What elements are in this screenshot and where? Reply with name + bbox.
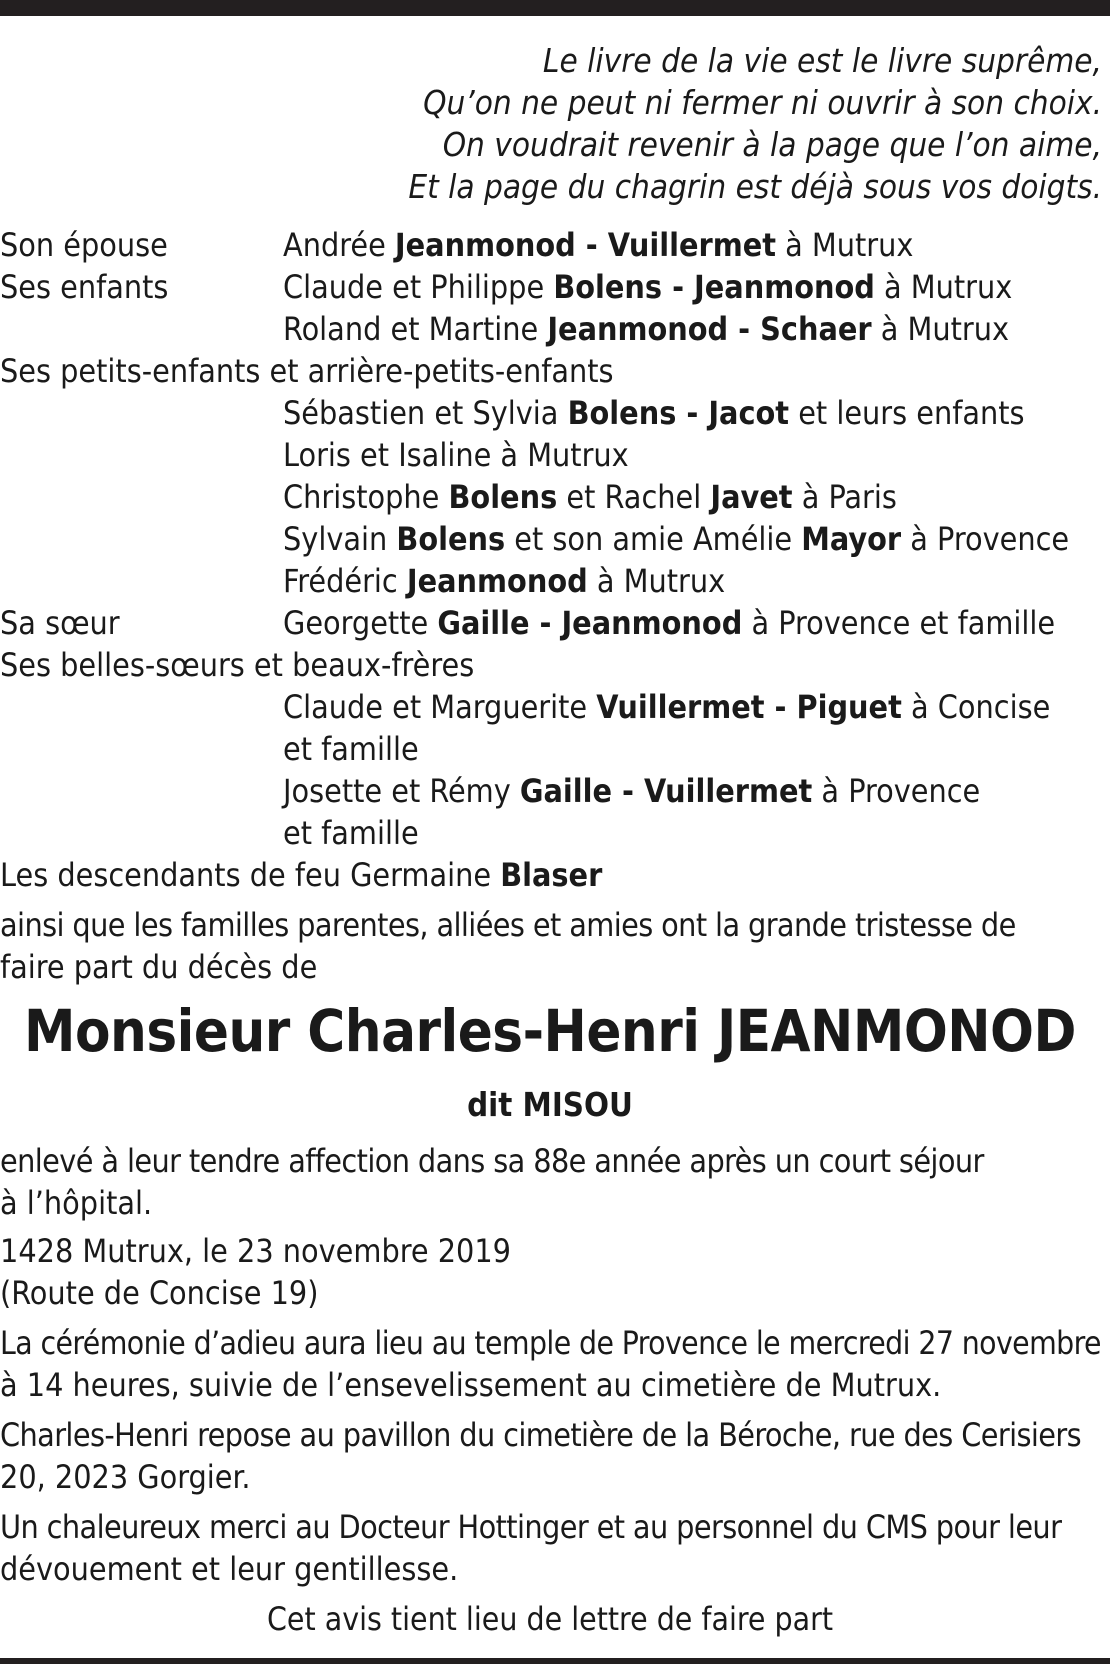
announcement-line-2: faire part du décès de bbox=[0, 948, 318, 986]
address: (Route de Concise 19) bbox=[0, 1274, 319, 1312]
poem-line-3: On voudrait revenir à la page que l’on aime, bbox=[442, 125, 1102, 164]
top-rule bbox=[0, 0, 1110, 16]
inlaw-entry-1-cont: et famille bbox=[283, 730, 419, 768]
affection-line-2: à l’hôpital. bbox=[0, 1184, 153, 1222]
inlaw-entry-1: Claude et Marguerite Vuillermet - Piguet à Concise bbox=[283, 688, 1051, 726]
child-entry-2: Roland et Martine Jeanmonod - Schaer à Mutrux bbox=[283, 310, 1009, 348]
spouse-label: Son épouse bbox=[0, 226, 168, 264]
closing-note: Cet avis tient lieu de lettre de faire part bbox=[266, 1600, 834, 1638]
sister-entry: Georgette Gaille - Jeanmonod à Provence et famille bbox=[283, 604, 1056, 642]
poem-line-4: Et la page du chagrin est déjà sous vos doigts. bbox=[408, 167, 1102, 206]
grandchildren-label: Ses petits-enfants et arrière-petits-enfants bbox=[0, 352, 614, 390]
inlaws-label: Ses belles-sœurs et beaux-frères bbox=[0, 646, 475, 684]
ceremony-line-1: La cérémonie d’adieu aura lieu au temple de Provence le mercredi 27 novembre bbox=[0, 1324, 1101, 1362]
grandchild-entry-4: Frédéric Jeanmonod à Mutrux bbox=[283, 562, 726, 600]
poem-line-1: Le livre de la vie est le livre suprême, bbox=[542, 41, 1102, 80]
thanks-line-2: dévouement et leur gentillesse. bbox=[0, 1550, 459, 1588]
announcement-line-1: ainsi que les familles parentes, alliées et amies ont la grande tristesse de bbox=[0, 906, 1016, 944]
deceased-nickname: dit MISOU bbox=[467, 1085, 633, 1124]
bottom-rule bbox=[0, 1658, 1110, 1664]
children-label: Ses enfants bbox=[0, 268, 169, 306]
poem-line-2: Qu’on ne peut ni fermer ni ouvrir à son choix. bbox=[423, 83, 1102, 122]
grandchild-entry-1: Sébastien et Sylvia Bolens - Jacot et leurs enfants bbox=[283, 394, 1025, 432]
resting-line-2: 20, 2023 Gorgier. bbox=[0, 1458, 251, 1496]
ceremony-line-2: à 14 heures, suivie de l’ensevelissement au cimetière de Mutrux. bbox=[0, 1366, 942, 1404]
inlaw-entry-2: Josette et Rémy Gaille - Vuillermet à Provence bbox=[283, 772, 981, 810]
deceased-name: Monsieur Charles-Henri JEANMONOD bbox=[24, 997, 1076, 1065]
affection-line-1: enlevé à leur tendre affection dans sa 88e année après un court séjour bbox=[0, 1142, 984, 1180]
spouse-entry: Andrée Jeanmonod - Vuillermet à Mutrux bbox=[283, 226, 914, 264]
place-date: 1428 Mutrux, le 23 novembre 2019 bbox=[0, 1232, 511, 1270]
grandchild-entry-1-cont: Loris et Isaline à Mutrux bbox=[283, 436, 629, 474]
resting-line-1: Charles-Henri repose au pavillon du cimetière de la Béroche, rue des Cerisiers bbox=[0, 1416, 1082, 1454]
grandchild-entry-3: Sylvain Bolens et son amie Amélie Mayor à Provence bbox=[283, 520, 1070, 558]
thanks-line-1: Un chaleureux merci au Docteur Hottinger et au personnel du CMS pour leur bbox=[0, 1508, 1062, 1546]
sister-label: Sa sœur bbox=[0, 604, 120, 642]
inlaw-entry-2-cont: et famille bbox=[283, 814, 419, 852]
child-entry-1: Claude et Philippe Bolens - Jeanmonod à Mutrux bbox=[283, 268, 1013, 306]
descendants-entry: Les descendants de feu Germaine Blaser bbox=[0, 856, 603, 894]
grandchild-entry-2: Christophe Bolens et Rachel Javet à Paris bbox=[283, 478, 897, 516]
